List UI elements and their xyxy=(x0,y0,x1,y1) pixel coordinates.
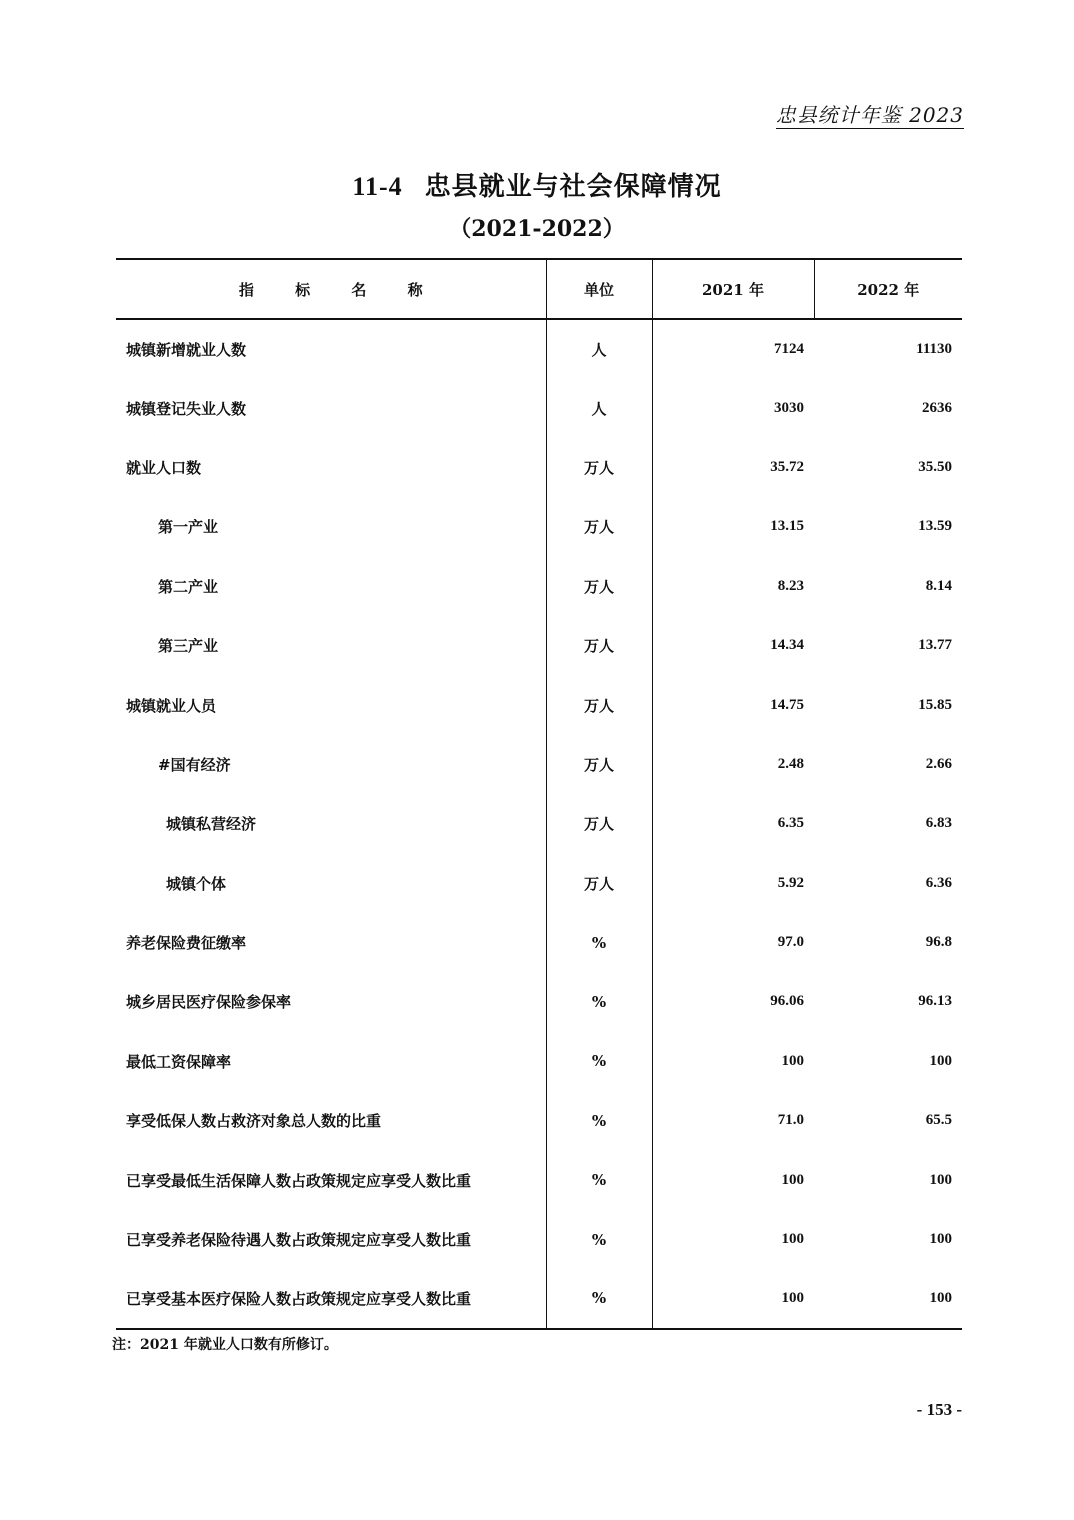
row-name: 城镇个体 xyxy=(116,854,546,913)
value-2022: 35.50 xyxy=(918,458,952,475)
value-2022: 100 xyxy=(929,1231,952,1248)
row-unit: % xyxy=(546,972,652,1031)
table-row xyxy=(116,794,962,853)
row-unit: % xyxy=(546,1091,652,1150)
column-header-name: 指 标 名 称 xyxy=(116,259,546,319)
row-unit: 万人 xyxy=(546,794,652,853)
row-unit: % xyxy=(546,1269,652,1328)
row-name: 已享受基本医疗保险人数占政策规定应享受人数比重 xyxy=(116,1269,546,1328)
table-row xyxy=(116,616,962,675)
table-row xyxy=(116,675,962,734)
row-unit: % xyxy=(546,1150,652,1209)
row-unit: % xyxy=(546,1032,652,1091)
row-name: 养老保险费征缴率 xyxy=(116,913,546,972)
running-header: 忠县统计年鉴 2023 xyxy=(775,103,964,127)
row-name: 城乡居民医疗保险参保率 xyxy=(116,972,546,1031)
value-2022: 2636 xyxy=(922,399,952,416)
table-row xyxy=(116,557,962,616)
row-name: 第二产业 xyxy=(116,557,546,616)
table-row xyxy=(116,1150,962,1209)
table-row xyxy=(116,1032,962,1091)
table-row xyxy=(116,1269,962,1328)
value-2021: 97.0 xyxy=(777,934,804,951)
row-unit: 万人 xyxy=(546,616,652,675)
row-name: 就业人口数 xyxy=(116,438,546,497)
value-2022: 13.77 xyxy=(918,637,952,654)
table-number: 11-4 xyxy=(352,172,403,201)
value-2021: 5.92 xyxy=(777,874,804,891)
value-2021: 14.34 xyxy=(770,637,804,654)
table-header-row xyxy=(116,259,962,319)
value-2022: 13.59 xyxy=(918,518,952,535)
value-2022: 96.13 xyxy=(918,993,952,1010)
table-row xyxy=(116,913,962,972)
value-2021: 8.23 xyxy=(777,577,804,594)
row-unit: 万人 xyxy=(546,854,652,913)
row-name: 最低工资保障率 xyxy=(116,1032,546,1091)
table-title-text: 忠县就业与社会保障情况 xyxy=(424,172,722,202)
value-2022: 6.83 xyxy=(925,815,952,832)
value-2022: 11130 xyxy=(916,340,952,357)
value-2021: 13.15 xyxy=(770,518,804,535)
page-number: - 153 - xyxy=(916,1400,962,1419)
table-row xyxy=(116,319,962,378)
statistics-table xyxy=(116,258,962,1330)
table-row xyxy=(116,972,962,1031)
value-2021: 100 xyxy=(652,1269,814,1328)
value-2021: 71.0 xyxy=(777,1112,804,1129)
value-2022: 96.8 xyxy=(925,934,952,951)
column-header-2022: 2022 年 xyxy=(814,259,962,319)
value-2021: 35.72 xyxy=(770,458,804,475)
table-title xyxy=(0,166,1074,203)
table-row xyxy=(116,1091,962,1150)
column-header-unit: 单位 xyxy=(546,259,652,319)
table-row xyxy=(116,735,962,794)
table-subtitle: （2021-2022） xyxy=(449,216,625,242)
value-2022: 100 xyxy=(929,1052,952,1069)
value-2022: 65.5 xyxy=(925,1112,952,1129)
value-2022: 6.36 xyxy=(925,874,952,891)
row-name: 享受低保人数占救济对象总人数的比重 xyxy=(116,1091,546,1150)
row-unit: 人 xyxy=(546,378,652,437)
value-2021: 100 xyxy=(781,1052,804,1069)
row-unit: % xyxy=(546,1210,652,1269)
value-2021: 100 xyxy=(781,1171,804,1188)
value-2021: 14.75 xyxy=(770,696,804,713)
row-unit: 万人 xyxy=(546,557,652,616)
row-name: 第三产业 xyxy=(116,616,546,675)
row-name: 城镇私营经济 xyxy=(116,794,546,853)
value-2021: 2.48 xyxy=(777,755,804,772)
value-2022: 100 xyxy=(814,1269,962,1328)
row-name: 城镇就业人员 xyxy=(116,675,546,734)
row-name: 城镇登记失业人数 xyxy=(116,378,546,437)
value-2022: 2.66 xyxy=(925,755,952,772)
row-unit: 万人 xyxy=(546,497,652,556)
table-row xyxy=(116,378,962,437)
value-2022: 8.14 xyxy=(925,577,952,594)
value-2022: 15.85 xyxy=(918,696,952,713)
row-name: 已享受最低生活保障人数占政策规定应享受人数比重 xyxy=(116,1150,546,1209)
value-2021: 3030 xyxy=(774,399,804,416)
row-name: #国有经济 xyxy=(116,735,546,794)
value-2022: 100 xyxy=(929,1171,952,1188)
row-unit: % xyxy=(546,913,652,972)
column-header-2021: 2021 年 xyxy=(652,259,814,319)
value-2021: 7124 xyxy=(774,340,804,357)
table-row xyxy=(116,497,962,556)
table-row xyxy=(116,438,962,497)
row-unit: 万人 xyxy=(546,675,652,734)
value-2021: 96.06 xyxy=(770,993,804,1010)
row-unit: 万人 xyxy=(546,438,652,497)
table-row xyxy=(116,854,962,913)
row-name: 城镇新增就业人数 xyxy=(116,319,546,378)
row-name: 第一产业 xyxy=(116,497,546,556)
row-unit: 万人 xyxy=(546,735,652,794)
row-name: 已享受养老保险待遇人数占政策规定应享受人数比重 xyxy=(116,1210,546,1269)
table-row xyxy=(116,1210,962,1269)
row-unit: 人 xyxy=(546,319,652,378)
table-footnote: 注：2021 年就业人口数有所修订。 xyxy=(112,1337,338,1353)
value-2021: 6.35 xyxy=(777,815,804,832)
value-2021: 100 xyxy=(781,1231,804,1248)
